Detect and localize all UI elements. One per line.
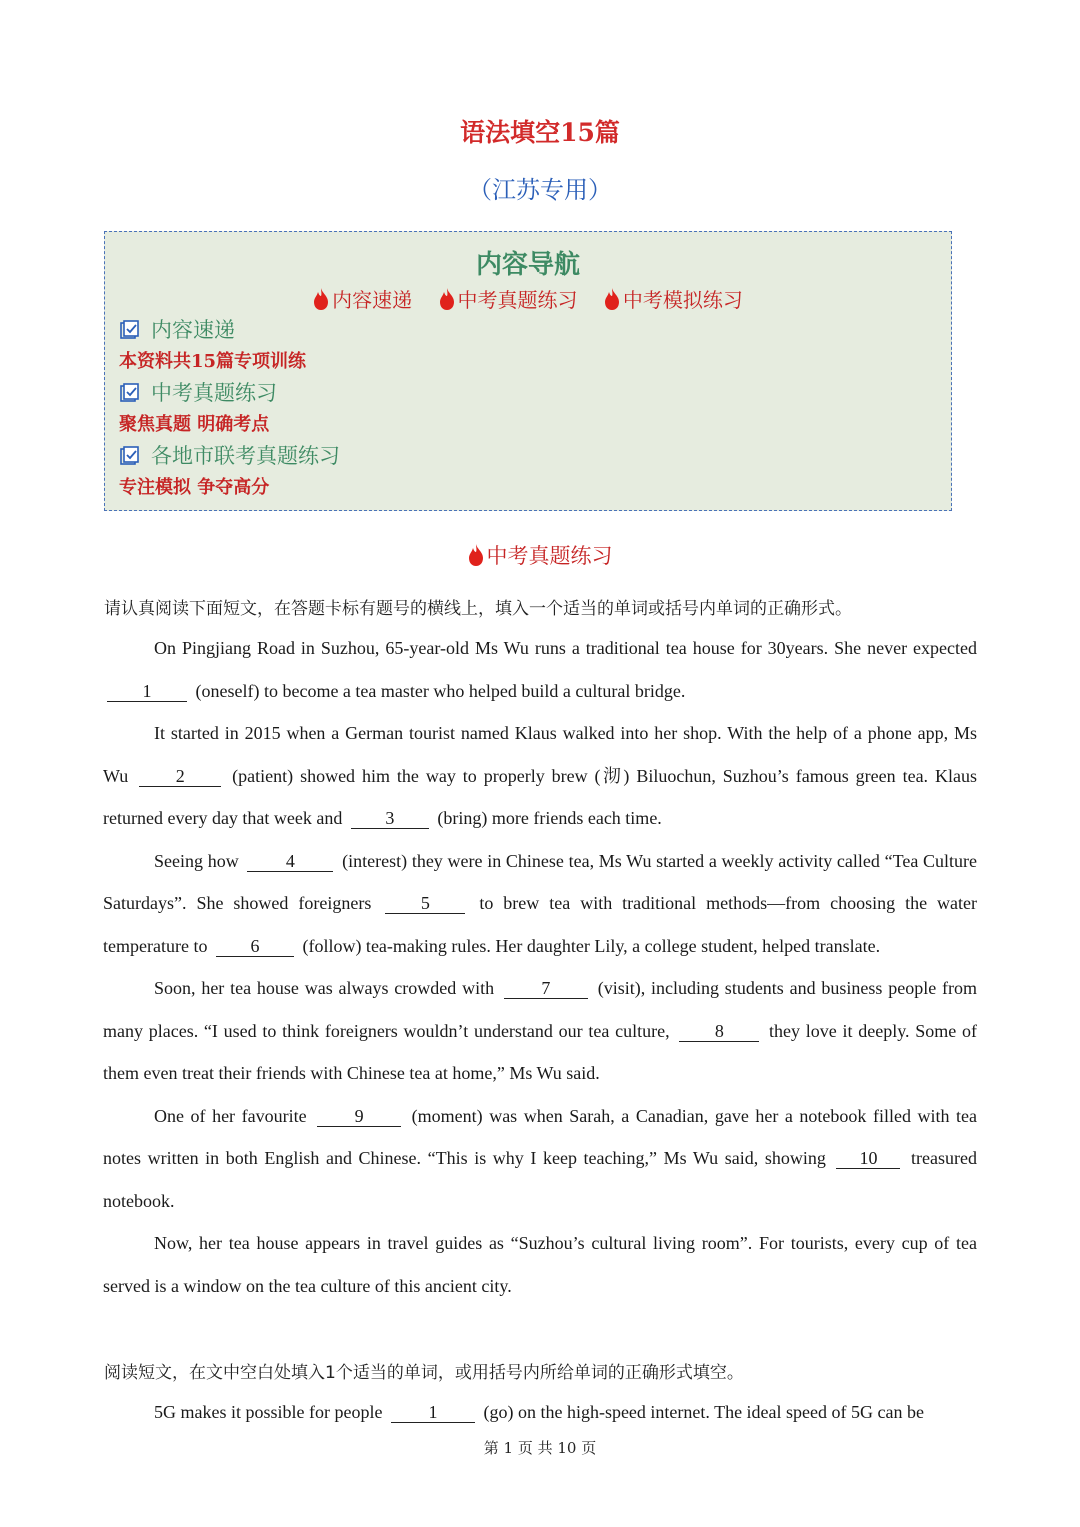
page-title: 语法填空15篇 [460, 118, 620, 147]
answer-blank[interactable]: 4 [247, 851, 333, 872]
passage2-text [103, 1391, 977, 1434]
answer-blank[interactable]: 1 [107, 681, 187, 702]
nav-section-heading: 中考真题练习 [151, 381, 277, 405]
nav-link-label: 中考真题练习 [457, 288, 578, 312]
answer-blank[interactable]: 8 [679, 1021, 759, 1042]
answer-blank[interactable]: 7 [504, 978, 588, 999]
content-navigation-box [104, 231, 952, 511]
flame-icon [313, 288, 329, 310]
text: (patient) showed him the way to properly brew (沏) Biluochun, Suzhou’s famous green tea. Klaus returned every day that week and [103, 765, 977, 828]
nav-title: 内容导航 [475, 250, 580, 280]
text: (oneself) to become a tea master who helped build a cultural bridge. [195, 680, 686, 701]
paragraph [103, 627, 977, 712]
paragraph [103, 1095, 977, 1223]
nav-section-note: 专注模拟 争夺高分 [119, 477, 270, 498]
text: It started in 2015 when a German tourist named Klaus walked into her shop. With the help of a phone app, Ms Wu [103, 723, 977, 786]
text: treasured notebook. [103, 1148, 977, 1211]
section-heading [0, 540, 1080, 570]
text: (visit), including students and business people from many places. “I used to think foreigners wouldn’t understand our tea culture, [103, 978, 978, 1041]
text: Seeing how [154, 850, 239, 871]
text: (go) on the high-speed internet. The ideal speed of 5G can be [483, 1402, 924, 1422]
nav-link-label: 中考模拟练习 [622, 288, 743, 312]
text: 5G makes it possible for people [154, 1402, 383, 1422]
text: (follow) tea-making rules. Her daughter Lily, a college student, helped translate. [302, 935, 881, 956]
answer-blank[interactable]: 6 [216, 936, 294, 957]
nav-section-real-exam[interactable] [119, 377, 277, 407]
text: (interest) they were in Chinese tea, Ms Wu started a weekly activity called “Tea Culture Saturdays”. She showed foreigners [103, 850, 978, 913]
text: One of her favourite [154, 1105, 307, 1126]
text: Soon, her tea house was always crowded with [154, 978, 495, 998]
checklist-icon [119, 320, 139, 340]
nav-link-content-overview[interactable] [313, 284, 412, 313]
nav-section-note: 聚焦真题 明确考点 [119, 414, 270, 435]
flame-icon [604, 288, 620, 310]
answer-blank[interactable]: 9 [317, 1106, 401, 1127]
paragraph [103, 967, 977, 1095]
flame-icon [468, 544, 484, 566]
page-subtitle: （江苏专用） [468, 176, 612, 204]
section-heading-label: 中考真题练习 [486, 544, 613, 568]
answer-blank[interactable]: 5 [385, 893, 465, 914]
nav-section-content-overview[interactable] [119, 314, 235, 344]
passage1-instruction: 请认真阅读下面短文，在答题卡标有题号的横线上，填入一个适当的单词或括号内单词的正确形式。 [104, 599, 852, 619]
nav-section-mock-exam[interactable] [119, 440, 340, 470]
nav-section-heading: 各地市联考真题练习 [151, 444, 340, 468]
nav-link-mock-exam[interactable] [604, 284, 743, 313]
nav-links [105, 284, 951, 313]
checklist-icon [119, 446, 139, 466]
passage1-text [103, 627, 977, 1307]
nav-section-heading: 内容速递 [151, 318, 235, 342]
answer-blank[interactable]: 1 [391, 1402, 475, 1423]
flame-icon [439, 288, 455, 310]
nav-section-note: 本资料共15篇专项训练 [119, 351, 307, 372]
answer-blank[interactable]: 10 [836, 1148, 900, 1169]
checklist-icon [119, 383, 139, 403]
text: they love it deeply. Some of them even treat their friends with Chinese tea at home,” Ms Wu said. [103, 1020, 977, 1083]
nav-link-label: 内容速递 [332, 288, 413, 312]
nav-link-real-exam[interactable] [439, 284, 578, 313]
paragraph [103, 1391, 977, 1434]
answer-blank[interactable]: 2 [139, 766, 221, 787]
text: (bring) more friends each time. [437, 808, 662, 828]
paragraph [103, 712, 977, 840]
passage2-instruction: 阅读短文，在文中空白处填入1个适当的单词，或用括号内所给单词的正确形式填空。 [104, 1363, 744, 1383]
answer-blank[interactable]: 3 [351, 808, 429, 829]
paragraph: Now, her tea house appears in travel guides as “Suzhou’s cultural living room”. For tourists, every cup of tea served is a window on the tea culture of this ancient city. [103, 1233, 977, 1296]
page-footer: 第 1 页 共 10 页 [483, 1439, 597, 1457]
text: to brew tea with traditional methods—from choosing the water temperature to [103, 893, 978, 956]
text: (moment) was when Sarah, a Canadian, gave her a notebook filled with tea notes written in both English and Chinese. “This is why I keep teaching,” Ms Wu said, showing [103, 1105, 978, 1168]
paragraph [103, 840, 977, 968]
text: On Pingjiang Road in Suzhou, 65-year-old Ms Wu runs a traditional tea house for 30years. She never expected [154, 638, 977, 658]
